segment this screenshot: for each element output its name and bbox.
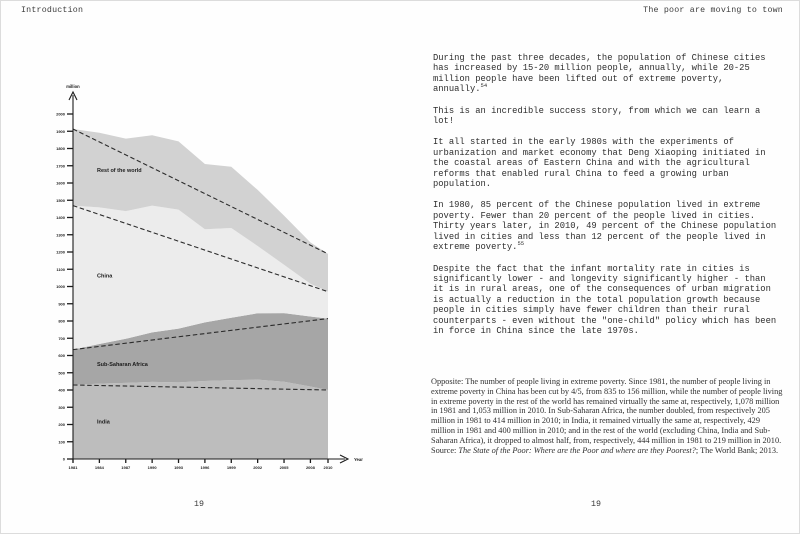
running-header-left: Introduction bbox=[21, 6, 84, 15]
area-label-china: China bbox=[97, 273, 113, 280]
y-tick-label: 1600 bbox=[56, 180, 65, 186]
paragraph-text: During the past three decades, the population of Chinese cities has increased by 15-20 million people, annually, while 20-25 million people have been lifted out of extreme poverty, annually. bbox=[433, 53, 766, 95]
y-tick-label: 1500 bbox=[56, 197, 65, 203]
footnote-ref: 54 bbox=[480, 82, 488, 90]
figure-caption bbox=[431, 377, 783, 455]
x-tick-label: 2010 bbox=[323, 465, 333, 470]
y-tick-label: 2000 bbox=[56, 111, 65, 117]
y-tick-label: 900 bbox=[58, 301, 65, 307]
left-page bbox=[1, 1, 401, 535]
y-tick-label: 1700 bbox=[56, 163, 65, 169]
y-tick-label: 300 bbox=[58, 404, 65, 410]
paragraph-5 bbox=[433, 264, 778, 337]
y-tick-label: 1900 bbox=[56, 128, 65, 134]
x-tick-label: 1990 bbox=[147, 465, 157, 470]
y-tick-label: 1200 bbox=[56, 249, 65, 255]
caption-text: Opposite: The number of people living in extreme poverty. Since 1981, the number of people living in extreme poverty in China has been cut by 4/5, from 835 to 156 million, while the number of people living in extreme poverty in the rest of the world has remained virtually the same at, respectively, 1,078 million in 1981 and 1,053 million in 2010. In Sub-Saharan Africa, the number doubled, from respectively 205 million in 1981 to 414 million in 2010; in India, it remained virtually the same at, respectively, 429 million in 1981 and 400 million in 2010; and in the rest of the world (excluding China, India and Sub-Saharan Africa), it dropped to almost half, from, respectively, 444 million in 1981 to 219 million in 2010. Source: bbox=[431, 377, 783, 455]
y-tick-label: 1100 bbox=[56, 266, 65, 272]
x-axis-label: Year bbox=[354, 457, 363, 462]
page-number-right: 19 bbox=[591, 500, 601, 509]
x-tick-label: 1981 bbox=[68, 465, 78, 470]
body-text-column bbox=[433, 53, 778, 347]
y-tick-label: 800 bbox=[58, 318, 65, 324]
paragraph-1 bbox=[433, 53, 778, 95]
x-tick-label: 1984 bbox=[94, 465, 104, 470]
y-tick-label: 1400 bbox=[56, 215, 65, 221]
paragraph-2 bbox=[433, 106, 778, 127]
footnote-ref: 55 bbox=[517, 240, 525, 248]
y-tick-label: 600 bbox=[58, 353, 65, 359]
x-tick-label: 2008 bbox=[305, 465, 315, 470]
y-axis-unit-label: million bbox=[66, 84, 80, 89]
page-number-left: 19 bbox=[194, 500, 204, 509]
y-tick-label: 100 bbox=[58, 439, 65, 445]
y-tick-label: 0 bbox=[62, 456, 65, 462]
y-tick-label: 1300 bbox=[56, 232, 65, 238]
y-tick-label: 400 bbox=[58, 387, 65, 393]
y-tick-label: 500 bbox=[58, 370, 65, 376]
area-label-rest-of-the-world: Rest of the world bbox=[97, 168, 142, 175]
x-tick-label: 2002 bbox=[253, 465, 263, 470]
y-tick-label: 1800 bbox=[56, 146, 65, 152]
x-tick-label: 1996 bbox=[200, 465, 210, 470]
paragraph-3 bbox=[433, 137, 778, 189]
paragraph-text: This is an incredible success story, from which we can learn a lot! bbox=[433, 105, 761, 127]
y-tick-label: 1000 bbox=[56, 284, 65, 290]
area-band-india bbox=[73, 380, 328, 459]
x-tick-label: 1999 bbox=[226, 465, 236, 470]
y-tick-label: 700 bbox=[58, 335, 65, 341]
paragraph-text: It all started in the early 1980s with the experiments of urbanization and market economy that Deng Xiaoping initiated in the coastal areas of Eastern China and with the agricultural reforms that enabled rural China to feed a growing urban population. bbox=[433, 137, 766, 190]
paragraph-text: Despite the fact that the infant mortality rate in cities is significantly lower - and longevity significantly higher - than it is in rural areas, one of the consequences of urban migration is actually a reduction in the total population growth because people in cities simply have fewer children than their rural counterparts - even without the "one-child" policy which has been in force in China since the late 1970s. bbox=[433, 263, 777, 336]
area-label-india: India bbox=[97, 419, 110, 426]
x-tick-label: 2005 bbox=[279, 465, 289, 470]
running-header-right: The poor are moving to town bbox=[643, 6, 783, 15]
right-page bbox=[401, 1, 800, 535]
x-tick-label: 1987 bbox=[121, 465, 131, 470]
paragraph-4 bbox=[433, 200, 778, 252]
paragraph-text: In 1980, 85 percent of the Chinese population lived in extreme poverty. Fewer than 20 percent of the people lived in cities. Thirty years later, in 2010, 49 percent of the Chinese population lived in cities and less than 12 percent of the people lived in extreme poverty. bbox=[433, 200, 777, 253]
caption-source-title: The State of the Poor: Where are the Poor and where are they Poorest? bbox=[458, 445, 696, 455]
area-label-sub-saharan-africa: Sub-Saharan Africa bbox=[97, 361, 148, 368]
x-tick-label: 1993 bbox=[174, 465, 183, 470]
y-tick-label: 200 bbox=[58, 422, 65, 428]
caption-tail: ; The World Bank; 2013. bbox=[695, 445, 779, 455]
extreme-poverty-stacked-area-chart bbox=[51, 79, 401, 479]
